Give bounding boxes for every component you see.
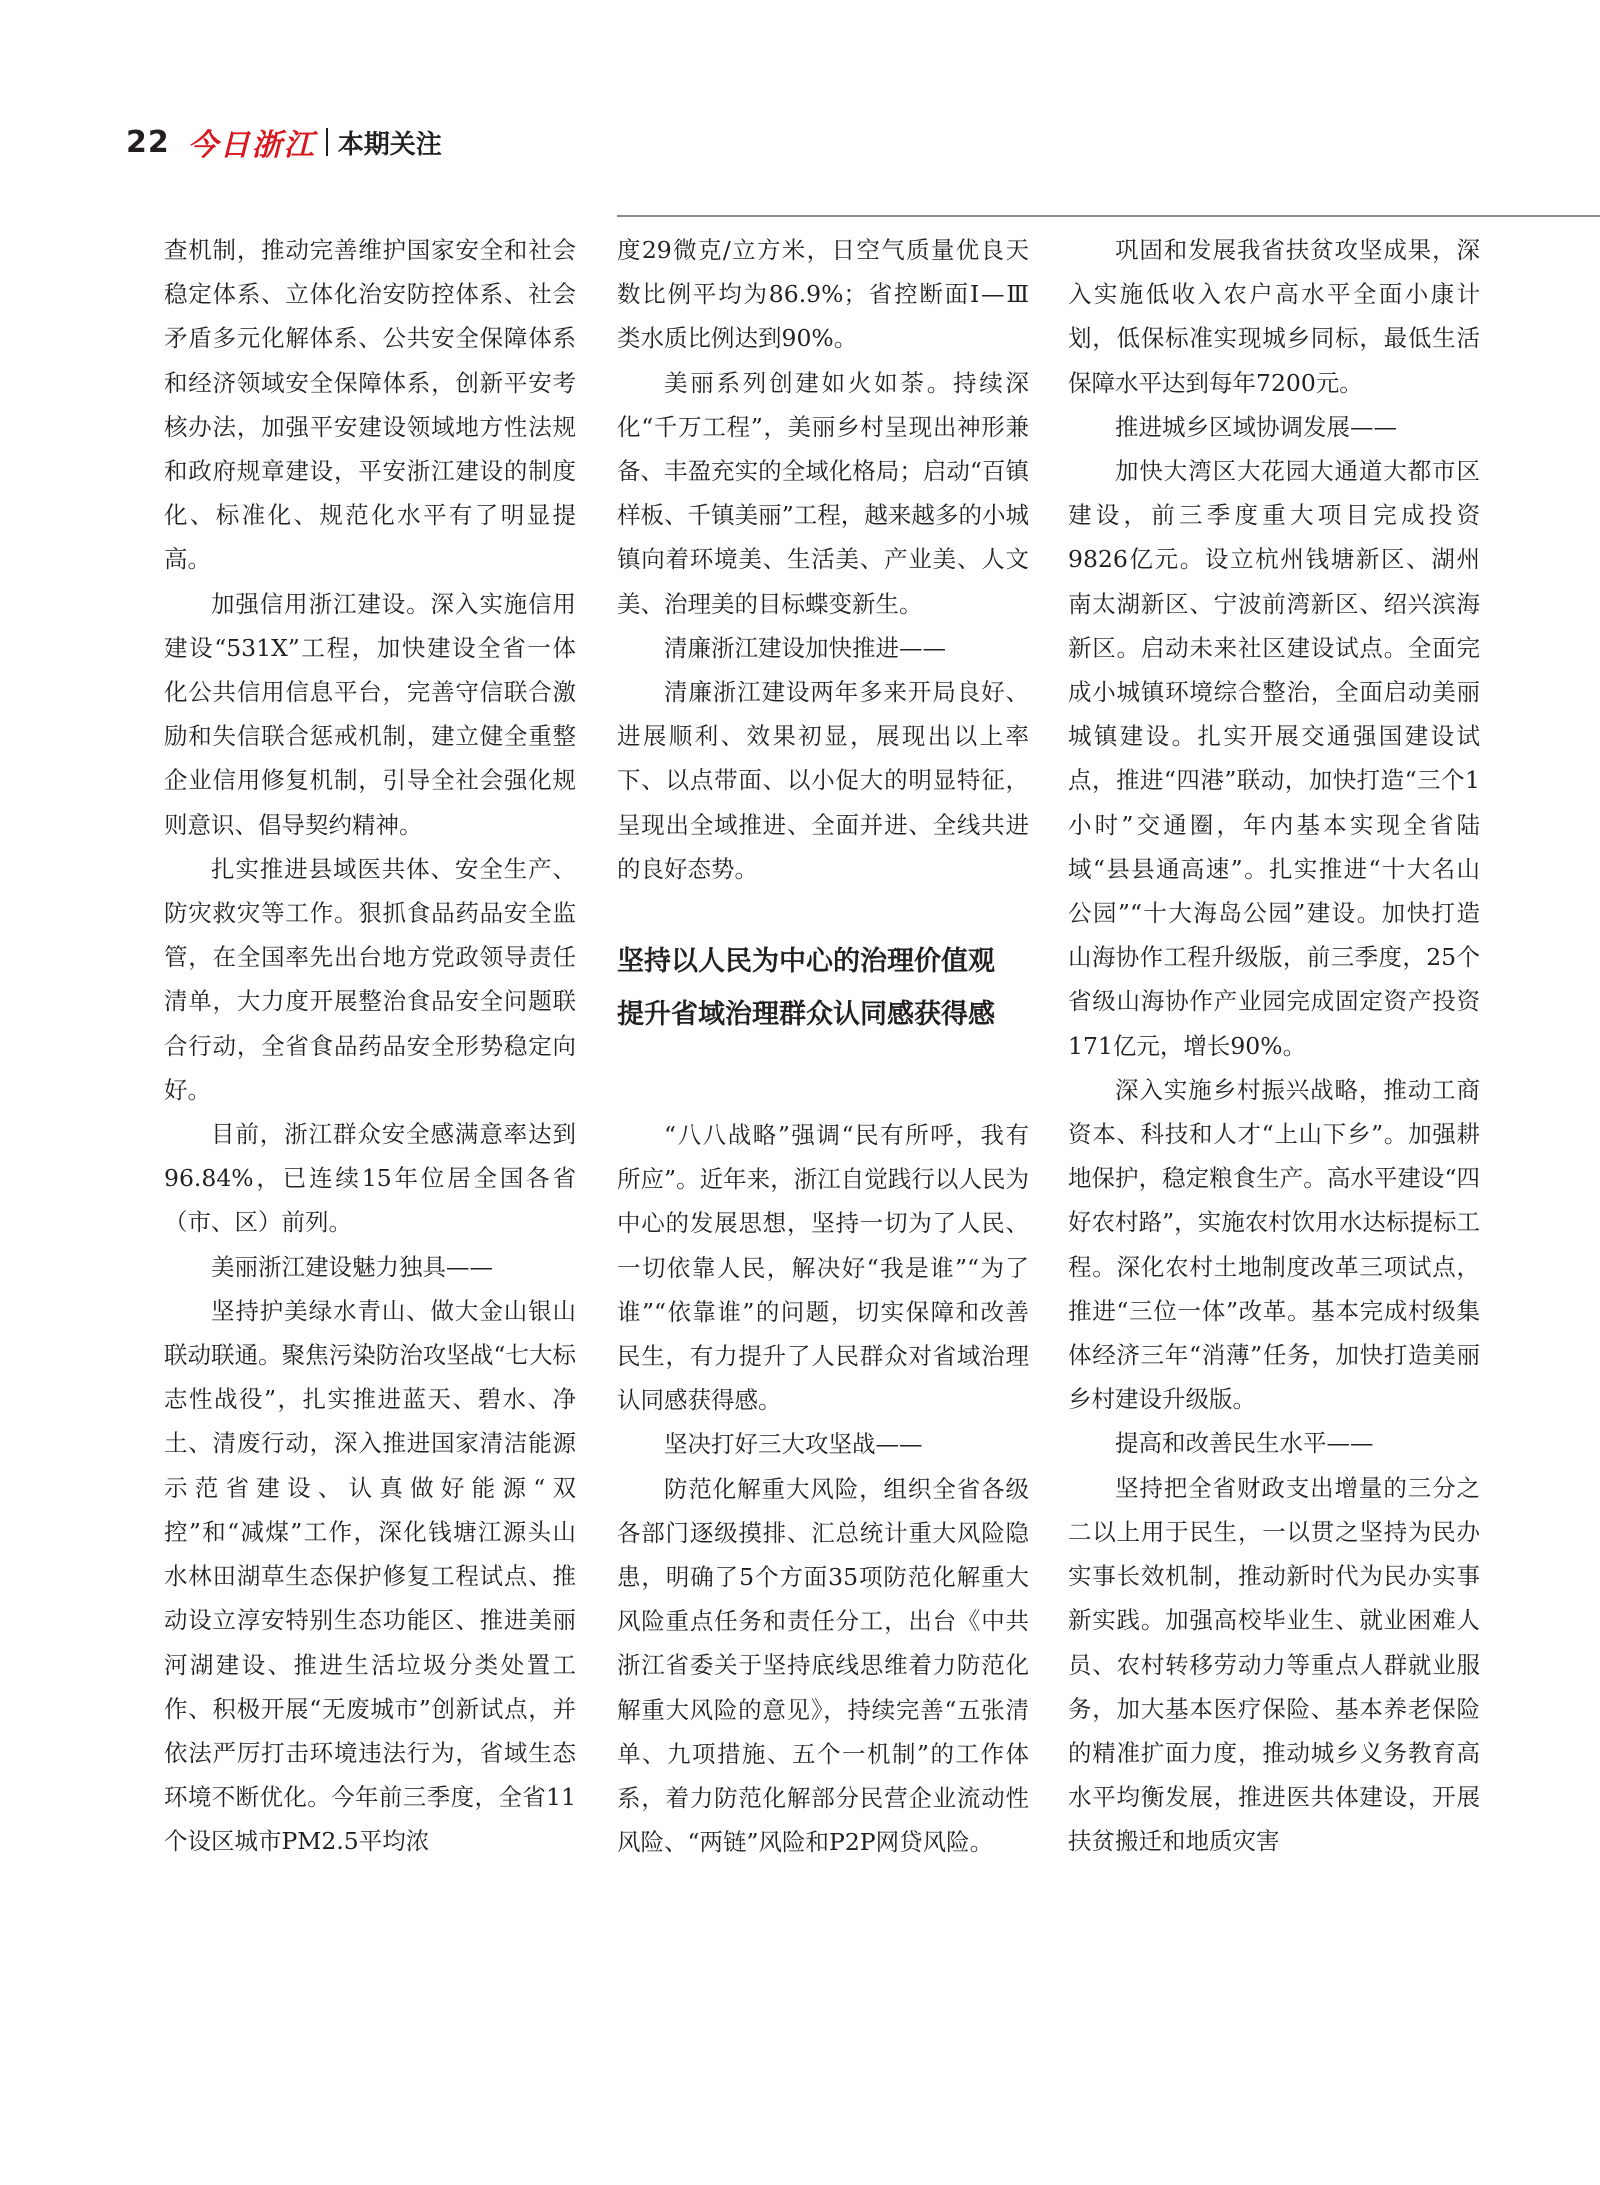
magazine-logo: 今日浙江 bbox=[187, 128, 316, 163]
column-2 bbox=[617, 228, 1029, 1865]
paragraph: 清廉浙江建设两年多来开局良好、进展顺利、效果初显，展现出以上率下、以点带面、以小促大的明显特征，呈现出全域推进、全面并进、全线共进的良好态势。 bbox=[617, 678, 1029, 883]
subheading: 推进城乡区域协调发展—— bbox=[1115, 412, 1397, 441]
subheading: 清廉浙江建设加快推进—— bbox=[664, 633, 946, 662]
paragraph: “八八战略”强调“民有所呼，我有所应”。近年来，浙江自觉践行以人民为中心的发展思想，坚持一切为了人民、一切依靠人民，解决好“我是谁”“为了谁”“依靠谁”的问题，切实保障和改善民生，有力提升了人民群众对省域治理认同感获得感。 bbox=[617, 1121, 1029, 1415]
paragraph: 加强信用浙江建设。深入实施信用建设“531X”工程，加快建设全省一体化公共信用信息平台，完善守信联合激励和失信联合惩戒机制，建立健全重整企业信用修复机制，引导全社会强化规则意识、倡导契约精神。 bbox=[164, 589, 576, 839]
paragraph: 防范化解重大风险，组织全省各级各部门逐级摸排、汇总统计重大风险隐患，明确了5个方面35项防范化解重大风险重点任务和责任分工，出台《中共浙江省委关于坚持底线思维着力防范化解重大风险的意见》，持续完善“五张清单、九项措施、五个一机制”的工作体系，着力防范化解部分民营企业流动性风险、“两链”风险和P2P网贷风险。 bbox=[617, 1474, 1029, 1857]
subheading: 美丽浙江建设魅力独具—— bbox=[211, 1252, 493, 1281]
paragraph: 目前，浙江群众安全感满意率达到96.84%，已连续15年位居全国各省（市、区）前列。 bbox=[164, 1120, 576, 1237]
paragraph: 扎实推进县域医共体、安全生产、防灾救灾等工作。狠抓食品药品安全监管，在全国率先出台地方党政领导责任清单，大力度开展整治食品安全问题联合行动，全省食品药品安全形势稳定向好。 bbox=[164, 854, 576, 1104]
section-heading-line-1: 坚持以人民为中心的治理价值观 bbox=[617, 946, 995, 978]
paragraph: 深入实施乡村振兴战略，推动工商资本、科技和人才“上山下乡”。加强耕地保护，稳定粮食生产。高水平建设“四好农村路”，实施农村饮用水达标提标工程。深化农村土地制度改革三项试点，推进“三位一体”改革。基本完成村级集体经济三年“消薄”任务，加快打造美丽乡村建设升级版。 bbox=[1068, 1075, 1480, 1414]
page-number: 22 bbox=[126, 124, 170, 160]
paragraph: 美丽系列创建如火如荼。持续深化“千万工程”，美丽乡村呈现出神形兼备、丰盈充实的全域化格局；启动“百镇样板、千镇美丽”工程，越来越多的小城镇向着环境美、生活美、产业美、人文美、治理美的目标蝶变新生。 bbox=[617, 368, 1029, 618]
column-3 bbox=[1068, 228, 1480, 1864]
paragraph: 查机制，推动完善维护国家安全和社会稳定体系、立体化治安防控体系、社会矛盾多元化解体系、公共安全保障体系和经济领域安全保障体系，创新平安考核办法，加强平安建设领域地方性法规和政府规章建设，平安浙江建设的制度化、标准化、规范化水平有了明显提高。 bbox=[164, 236, 576, 574]
subheading: 坚决打好三大攻坚战—— bbox=[664, 1430, 923, 1459]
paragraph: 巩固和发展我省扶贫攻坚成果，深入实施低收入农户高水平全面小康计划，低保标准实现城乡同标，最低生活保障水平达到每年7200元。 bbox=[1068, 236, 1480, 397]
page-header bbox=[126, 122, 442, 162]
section-title: 本期关注 bbox=[337, 129, 442, 160]
header-rule bbox=[617, 215, 1600, 217]
column-1 bbox=[164, 228, 576, 1864]
header-separator bbox=[326, 128, 328, 156]
section-heading-line-2: 提升省域治理群众认同感获得感 bbox=[617, 999, 995, 1031]
section-heading bbox=[617, 935, 1029, 1041]
paragraph: 坚持护美绿水青山、做大金山银山联动联通。聚焦污染防治攻坚战“七大标志性战役”，扎实推进蓝天、碧水、净土、清废行动，深入推进国家清洁能源示范省建设、认真做好能源“双控”和“减煤”工作，深化钱塘江源头山水林田湖草生态保护修复工程试点、推动设立淳安特别生态功能区、推进美丽河湖建设、推进生活垃圾分类处置工作、积极开展“无废城市”创新试点，并依法严厉打击环境违法行为，省域生态环境不断优化。今年前三季度，全省11个设区城市PM2.5平均浓 bbox=[164, 1296, 576, 1856]
paragraph: 加快大湾区大花园大通道大都市区建设，前三季度重大项目完成投资9826亿元。设立杭州钱塘新区、湖州南太湖新区、宁波前湾新区、绍兴滨海新区。启动未来社区建设试点。全面完成小城镇环境综合整治，全面启动美丽城镇建设。扎实开展交通强国建设试点，推进“四港”联动，加快打造“三个1小时”交通圈，年内基本实现全省陆域“县县通高速”。扎实推进“十大名山公园”“十大海岛公园”建设。加快打造山海协作工程升级版，前三季度，25个省级山海协作产业园完成固定资产投资171亿元，增长90%。 bbox=[1068, 457, 1480, 1060]
subheading: 提高和改善民生水平—— bbox=[1115, 1429, 1374, 1458]
paragraph: 坚持把全省财政支出增量的三分之二以上用于民生，一以贯之坚持为民办实事长效机制，推动新时代为民办实事新实践。加强高校毕业生、就业困难人员、农村转移劳动力等重点人群就业服务，加大基本医疗保险、基本养老保险的精准扩面力度，推动城乡义务教育高水平均衡发展，推进医共体建设，开展扶贫搬迁和地质灾害 bbox=[1068, 1473, 1480, 1856]
paragraph: 度29微克/立方米，日空气质量优良天数比例平均为86.9%；省控断面Ⅰ—Ⅲ类水质比例达到90%。 bbox=[617, 236, 1029, 353]
